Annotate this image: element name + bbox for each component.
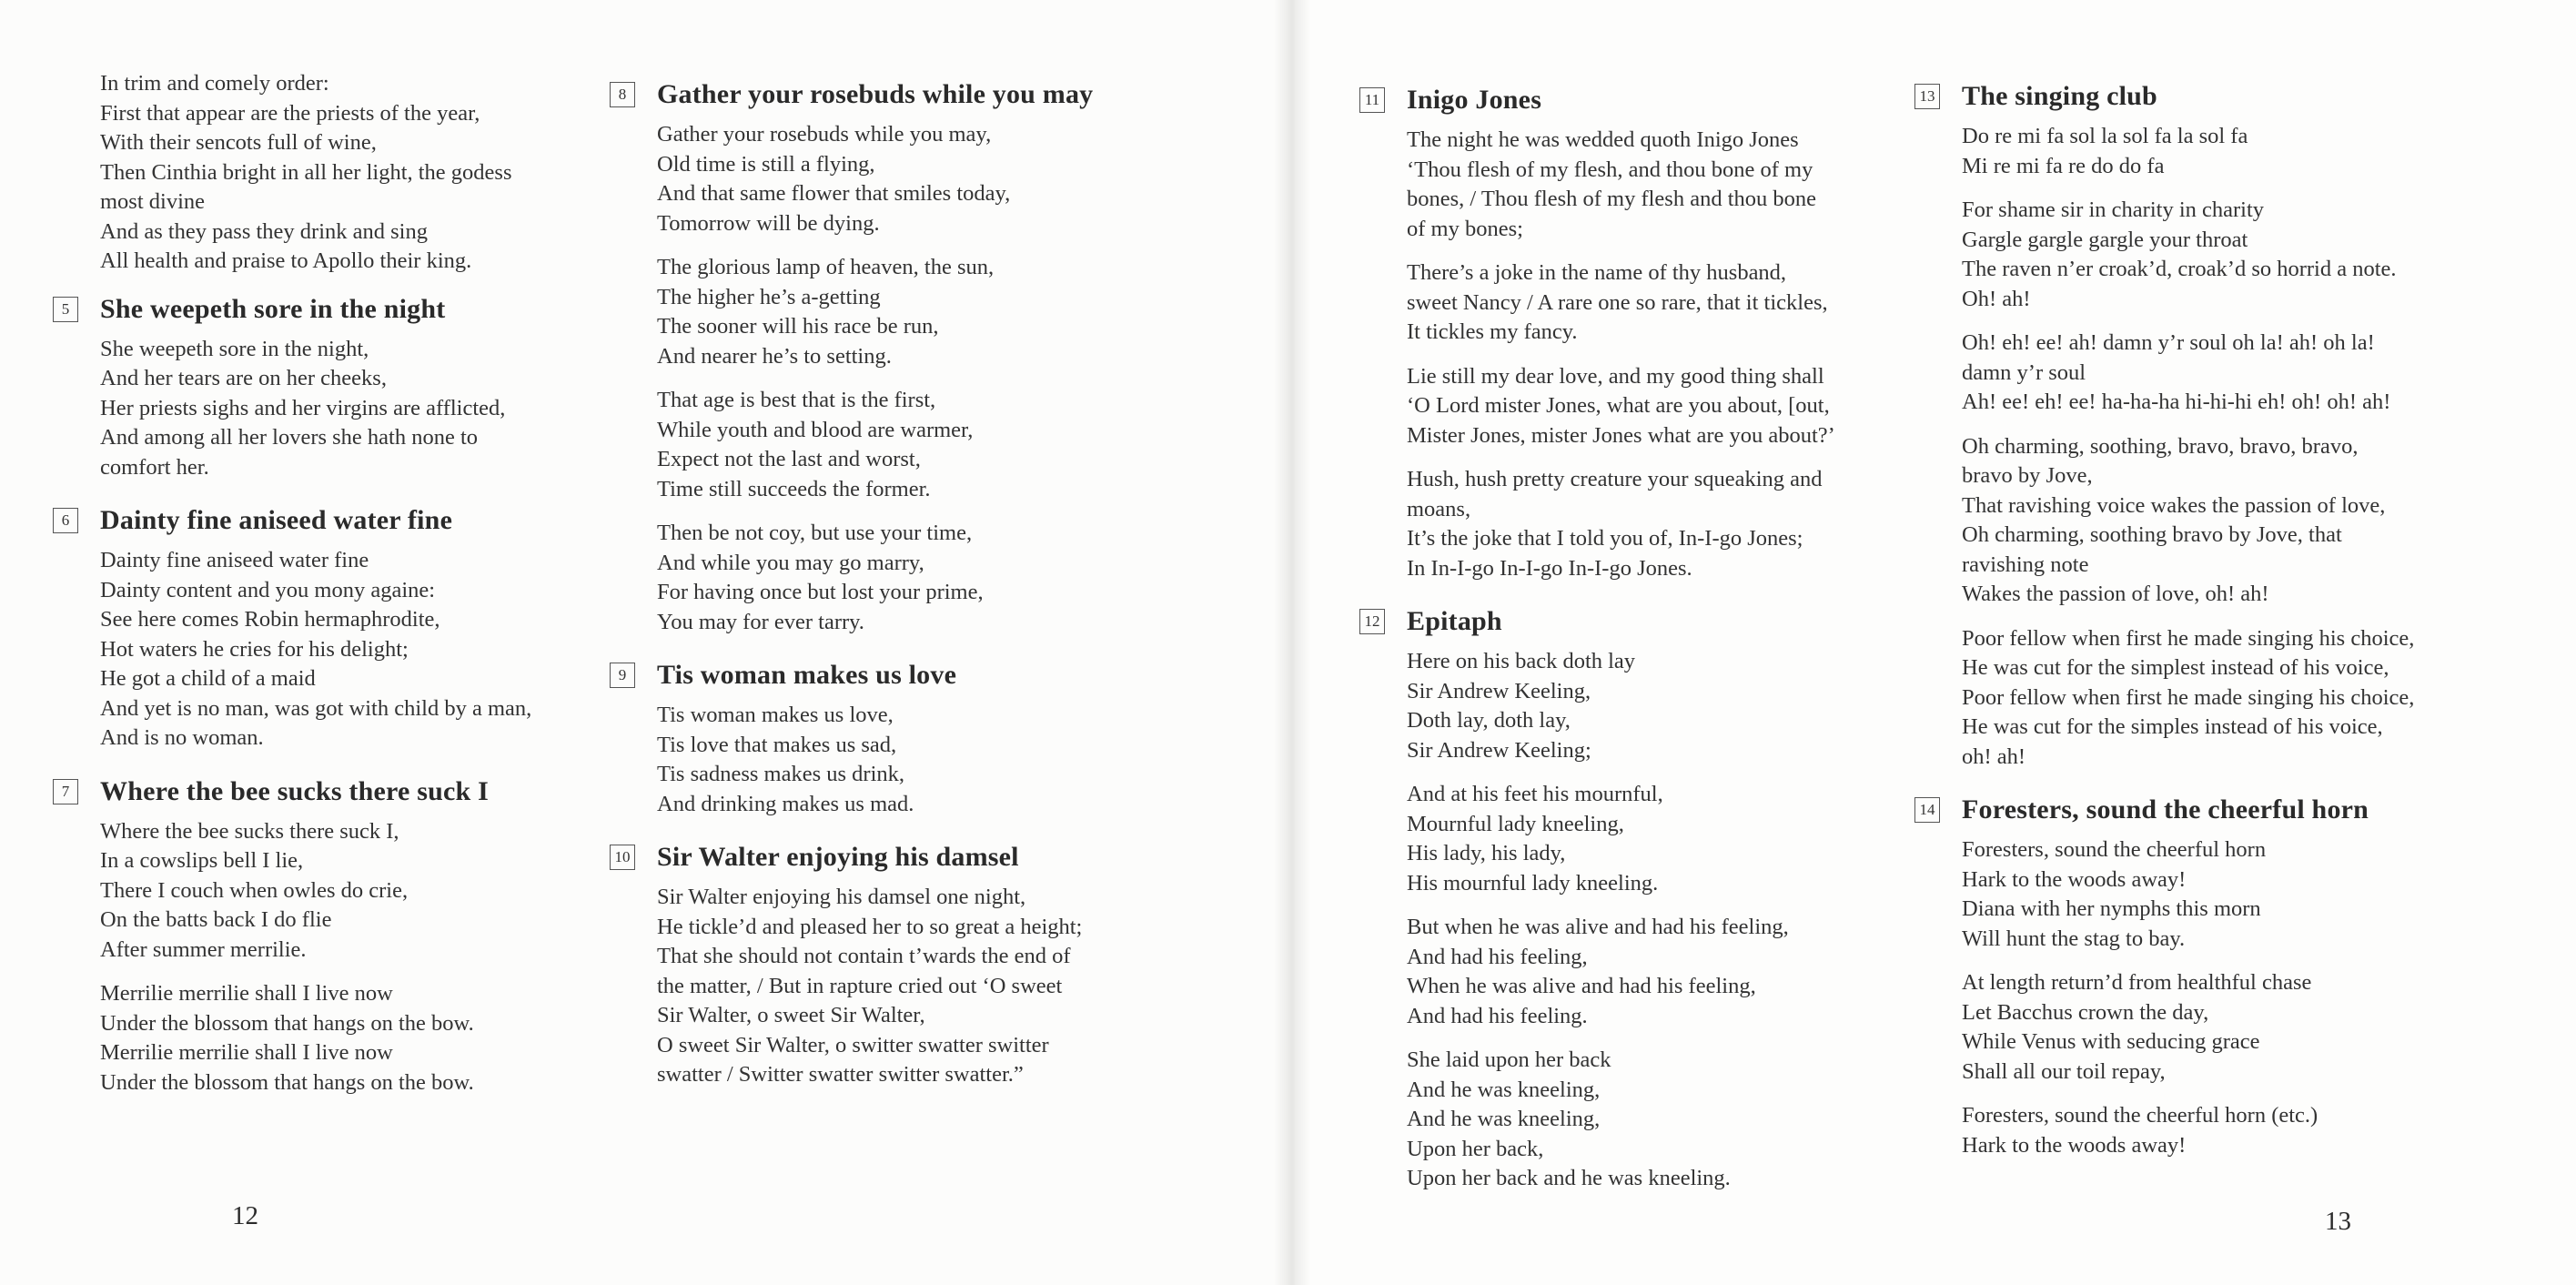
track-number: 12 xyxy=(1359,609,1385,634)
song-section xyxy=(618,657,1167,819)
verse-line: Merrilie merrilie shall I live now xyxy=(100,981,393,1006)
stanza xyxy=(1407,913,1916,1031)
stanza xyxy=(100,979,610,1098)
verse-line: the matter, / But in rapture cried out ‘O sweet xyxy=(657,973,1063,998)
verse-line: And drinking makes us mad. xyxy=(657,791,914,816)
track-number: 14 xyxy=(1914,797,1940,823)
song-title: Gather your rosebuds while you may xyxy=(657,79,1094,109)
stanza xyxy=(657,883,1167,1090)
verse-line: And yet is no man, was got with child by a man, xyxy=(100,695,532,721)
song-heading xyxy=(1364,82,1916,118)
verse-line: swatter / Switter swatter switter swatter.” xyxy=(657,1062,1024,1087)
verse-line: Time still succeeds the former. xyxy=(657,476,931,501)
verse-line: Hark to the woods away! xyxy=(1962,1132,2187,1158)
verse-line: And he was kneeling, xyxy=(1407,1107,1601,1131)
verse-line: Hush, hush pretty creature your squeaking and xyxy=(1407,467,1823,491)
verse-line: Diana with her nymphs this morn xyxy=(1962,896,2261,921)
verse-line: That she should not contain t’wards the end of xyxy=(657,944,1071,968)
continued-stanza xyxy=(100,69,610,277)
verse-line: Sir Walter, o sweet Sir Walter, xyxy=(657,1003,925,1027)
verse-line: Sir Walter enjoying his damsel one night, xyxy=(657,885,1026,909)
song-title: Sir Walter enjoying his damsel xyxy=(657,842,1019,872)
verse-line: Here on his back doth lay xyxy=(1407,649,1636,673)
column-4 xyxy=(1919,78,2471,1180)
verse-line: Oh charming, soothing bravo by Jove, that xyxy=(1962,522,2342,547)
verse-line: There’s a joke in the name of thy husband, xyxy=(1407,260,1787,285)
verse-line: On the batts back I do flie xyxy=(100,907,332,932)
stanza xyxy=(1407,362,1916,451)
verse-line: See here comes Robin hermaphrodite, xyxy=(100,607,440,632)
verse-line: You may for ever tarry. xyxy=(657,609,864,634)
verse-line: The raven n’er croak’d, croak’d so horrid a note. xyxy=(1962,257,2397,281)
stanza xyxy=(1962,835,2471,954)
page-number-left: 12 xyxy=(232,1201,258,1230)
verse-line: In trim and comely order: xyxy=(100,71,329,96)
verse-line: And at his feet his mournful, xyxy=(1407,782,1663,806)
verse-line: She weepeth sore in the night, xyxy=(100,336,369,361)
song-title: Dainty fine aniseed water fine xyxy=(100,505,453,535)
verse-line: The higher he’s a-getting xyxy=(657,284,881,309)
verse-line: Lie still my dear love, and my good thing shall xyxy=(1407,363,1824,389)
verse-line: In a cowslips bell I lie, xyxy=(100,848,304,873)
verse-line: That age is best that is the first, xyxy=(657,388,936,412)
verse-line: And her tears are on her cheeks, xyxy=(100,366,387,390)
verse-line: And had his feeling, xyxy=(1407,944,1588,969)
stanza xyxy=(100,817,610,966)
song-title: Where the bee sucks there suck I xyxy=(100,775,489,806)
stanza xyxy=(657,701,1167,819)
stanza xyxy=(100,335,610,483)
song-title: Epitaph xyxy=(1407,606,1502,636)
verse-line: While youth and blood are warmer, xyxy=(657,417,974,442)
verse-line: Foresters, sound the cheerful horn xyxy=(1962,837,2267,862)
verse-line: The glorious lamp of heaven, the sun, xyxy=(657,255,995,279)
verse-line: Oh charming, soothing, bravo, bravo, bravo, xyxy=(1962,433,2359,459)
verse-line: bones, / Thou flesh of my flesh and thou bone xyxy=(1407,187,1817,211)
verse-line: And while you may go marry, xyxy=(657,550,924,575)
verse-line: When he was alive and had his feeling, xyxy=(1407,974,1756,998)
verse-line: moans, xyxy=(1407,496,1471,521)
verse-line: With their sencots full of wine, xyxy=(100,130,377,155)
column-1 xyxy=(61,69,610,1118)
verse-line: Do re mi fa sol la sol fa la sol fa xyxy=(1962,124,2248,148)
verse-line: She laid upon her back xyxy=(1407,1047,1611,1072)
stanza xyxy=(1962,196,2471,314)
stanza xyxy=(1407,647,1916,765)
verse-line: Hot waters he cries for his delight; xyxy=(100,636,409,662)
song-title: Inigo Jones xyxy=(1407,85,1542,115)
song-heading xyxy=(61,502,610,539)
song-heading xyxy=(1919,792,2471,828)
verse-line: Let Bacchus crown the day, xyxy=(1962,999,2209,1025)
verse-line: of my bones; xyxy=(1407,216,1523,241)
verse-line: Foresters, sound the cheerful horn (etc.) xyxy=(1962,1103,2318,1128)
stanza xyxy=(657,120,1167,238)
verse-line: O sweet Sir Walter, o switter swatter switter xyxy=(657,1032,1049,1057)
track-number: 8 xyxy=(610,82,635,107)
verse-line: Sir Andrew Keeling, xyxy=(1407,678,1591,703)
stanza xyxy=(1407,126,1916,244)
verse-line: Mi re mi fa re do do fa xyxy=(1962,153,2165,178)
song-section xyxy=(1364,603,1916,1194)
verse-line: Upon her back, xyxy=(1407,1136,1544,1161)
verse-line: Doth lay, doth lay, xyxy=(1407,708,1571,733)
verse-line: Tis love that makes us sad, xyxy=(657,732,897,757)
stanza xyxy=(657,253,1167,371)
verse-line: Expect not the last and worst, xyxy=(657,447,921,471)
song-section xyxy=(1919,792,2471,1160)
song-title: Foresters, sound the cheerful horn xyxy=(1962,794,2369,825)
verse-line: Then Cinthia bright in all her light, the godess xyxy=(100,159,512,185)
stanza xyxy=(1407,1046,1916,1194)
stanza xyxy=(1407,258,1916,348)
verse-line: most divine xyxy=(100,189,206,214)
verse-line: But when he was alive and had his feeling, xyxy=(1407,915,1789,939)
verse-line: Dainty fine aniseed water fine xyxy=(100,548,369,572)
verse-line: And that same flower that smiles today, xyxy=(657,181,1011,206)
verse-line: It tickles my fancy. xyxy=(1407,319,1578,344)
verse-line: Old time is still a flying, xyxy=(657,151,875,177)
verse-line: And had his feeling. xyxy=(1407,1003,1588,1028)
verse-line: Dainty content and you mony againe: xyxy=(100,577,436,602)
stanza xyxy=(1407,780,1916,898)
track-number: 10 xyxy=(610,845,635,870)
track-number: 6 xyxy=(53,508,78,533)
song-title: Tis woman makes us love xyxy=(657,660,957,690)
verse-line: Poor fellow when first he made singing his choice, xyxy=(1962,625,2415,651)
verse-line: While Venus with seducing grace xyxy=(1962,1029,2260,1054)
verse-line: Upon her back and he was kneeling. xyxy=(1407,1166,1731,1190)
verse-line: And is no woman. xyxy=(100,725,264,750)
stanza xyxy=(1962,432,2471,610)
verse-line: ‘O Lord mister Jones, what are you about, [out, xyxy=(1407,393,1830,418)
verse-line: oh! ah! xyxy=(1962,744,2026,769)
verse-line: There I couch when owles do crie, xyxy=(100,877,409,903)
song-heading xyxy=(618,76,1167,113)
verse-line: Where the bee sucks there suck I, xyxy=(100,818,399,844)
verse-line: comfort her. xyxy=(100,454,209,480)
verse-line: ‘Thou flesh of my flesh, and thou bone of my xyxy=(1407,157,1813,182)
verse-line: Mournful lady kneeling, xyxy=(1407,811,1624,836)
verse-line: Will hunt the stag to bay. xyxy=(1962,926,2186,951)
song-heading xyxy=(614,839,1167,875)
verse-line: Oh! eh! ee! ah! damn y’r soul oh la! ah! oh la! xyxy=(1962,330,2375,355)
verse-line: It’s the joke that I told you of, In-I-go Jones; xyxy=(1407,526,1803,551)
verse-line: His lady, his lady, xyxy=(1407,841,1566,865)
verse-line: His mournful lady kneeling. xyxy=(1407,870,1659,895)
stanza xyxy=(100,546,610,754)
song-heading xyxy=(618,657,1167,693)
track-number: 11 xyxy=(1359,87,1385,113)
song-section xyxy=(61,774,610,1098)
verse-line: Her priests sighs and her virgins are afflicted, xyxy=(100,395,506,420)
verse-line: Oh! ah! xyxy=(1962,286,2031,311)
verse-line: The sooner will his race be run, xyxy=(657,314,939,339)
verse-line: And among all her lovers she hath none to xyxy=(100,425,479,450)
verse-line: He tickle’d and pleased her to so great a height; xyxy=(657,914,1083,939)
song-title: The singing club xyxy=(1962,81,2157,111)
stanza xyxy=(657,519,1167,637)
verse-line: Then be not coy, but use your time, xyxy=(657,521,973,545)
verse-line: In In-I-go In-I-go In-I-go Jones. xyxy=(1407,555,1692,581)
stanza xyxy=(1962,329,2471,418)
verse-line: Hark to the woods away! xyxy=(1962,866,2187,892)
verse-line: Sir Andrew Keeling; xyxy=(1407,737,1591,763)
stanza xyxy=(1962,1101,2471,1160)
track-number: 5 xyxy=(53,297,78,322)
song-section xyxy=(618,76,1167,637)
verse-line: Gather your rosebuds while you may, xyxy=(657,122,992,147)
verse-line: bravo by Jove, xyxy=(1962,463,2093,488)
page-number-right: 13 xyxy=(2325,1207,2351,1236)
verse-line: Mister Jones, mister Jones what are you about?’ xyxy=(1407,422,1835,448)
track-number: 9 xyxy=(610,663,635,688)
verse-line: And nearer he’s to setting. xyxy=(657,343,892,369)
stanza xyxy=(1962,122,2471,181)
verse-line: Tis woman makes us love, xyxy=(657,703,894,727)
stanza xyxy=(1407,465,1916,583)
verse-line: Merrilie merrilie shall I live now xyxy=(100,1040,393,1065)
verse-line: Poor fellow when first he made singing his choice, xyxy=(1962,684,2415,710)
verse-line: damn y’r soul xyxy=(1962,359,2086,385)
verse-line: Ah! ee! eh! ee! ha-ha-ha hi-hi-hi eh! oh! oh! ah! xyxy=(1962,390,2391,414)
song-heading xyxy=(1919,78,2471,115)
verse-line: He was cut for the simplest instead of his voice, xyxy=(1962,655,2389,680)
book-gutter xyxy=(1274,0,1310,1285)
verse-line: All health and praise to Apollo their king. xyxy=(100,248,472,273)
verse-line: Shall all our toil repay, xyxy=(1962,1058,2166,1084)
song-heading xyxy=(61,291,610,328)
verse-line: At length return’d from healthful chase xyxy=(1962,970,2312,995)
verse-line: He got a child of a maid xyxy=(100,666,316,691)
column-3 xyxy=(1364,82,1916,1214)
verse-line: He was cut for the simples instead of his voice, xyxy=(1962,714,2383,739)
song-section xyxy=(61,502,610,754)
stanza xyxy=(1962,968,2471,1087)
song-heading xyxy=(61,774,610,810)
verse-line: The night he was wedded quoth Inigo Jones xyxy=(1407,127,1799,152)
verse-line: After summer merrilie. xyxy=(100,936,307,962)
verse-line: And as they pass they drink and sing xyxy=(100,218,428,244)
stanza xyxy=(1962,624,2471,773)
song-heading xyxy=(1364,603,1916,640)
verse-line: Tomorrow will be dying. xyxy=(657,210,880,236)
verse-line: For having once but lost your prime, xyxy=(657,580,984,604)
verse-line: And he was kneeling, xyxy=(1407,1077,1601,1102)
verse-line: Under the blossom that hangs on the bow. xyxy=(100,1069,474,1095)
verse-line: That ravishing voice wakes the passion of love, xyxy=(1962,492,2386,518)
verse-line: sweet Nancy / A rare one so rare, that it tickles, xyxy=(1407,289,1828,315)
song-section xyxy=(614,839,1167,1090)
track-number: 7 xyxy=(53,779,78,804)
verse-line: First that appear are the priests of the year, xyxy=(100,100,480,126)
column-2 xyxy=(614,76,1167,1110)
stanza xyxy=(657,386,1167,504)
verse-line: For shame sir in charity in charity xyxy=(1962,197,2265,222)
verse-line: Under the blossom that hangs on the bow. xyxy=(100,1010,474,1036)
song-section xyxy=(61,291,610,483)
track-number: 13 xyxy=(1914,84,1940,109)
song-section xyxy=(1919,78,2471,772)
verse-line: Gargle gargle gargle your throat xyxy=(1962,227,2248,252)
song-section xyxy=(1364,82,1916,583)
verse-line: Tis sadness makes us drink, xyxy=(657,762,905,786)
song-title: She weepeth sore in the night xyxy=(100,293,446,324)
verse-line: Wakes the passion of love, oh! ah! xyxy=(1962,582,2269,606)
verse-line: ravishing note xyxy=(1962,551,2089,577)
